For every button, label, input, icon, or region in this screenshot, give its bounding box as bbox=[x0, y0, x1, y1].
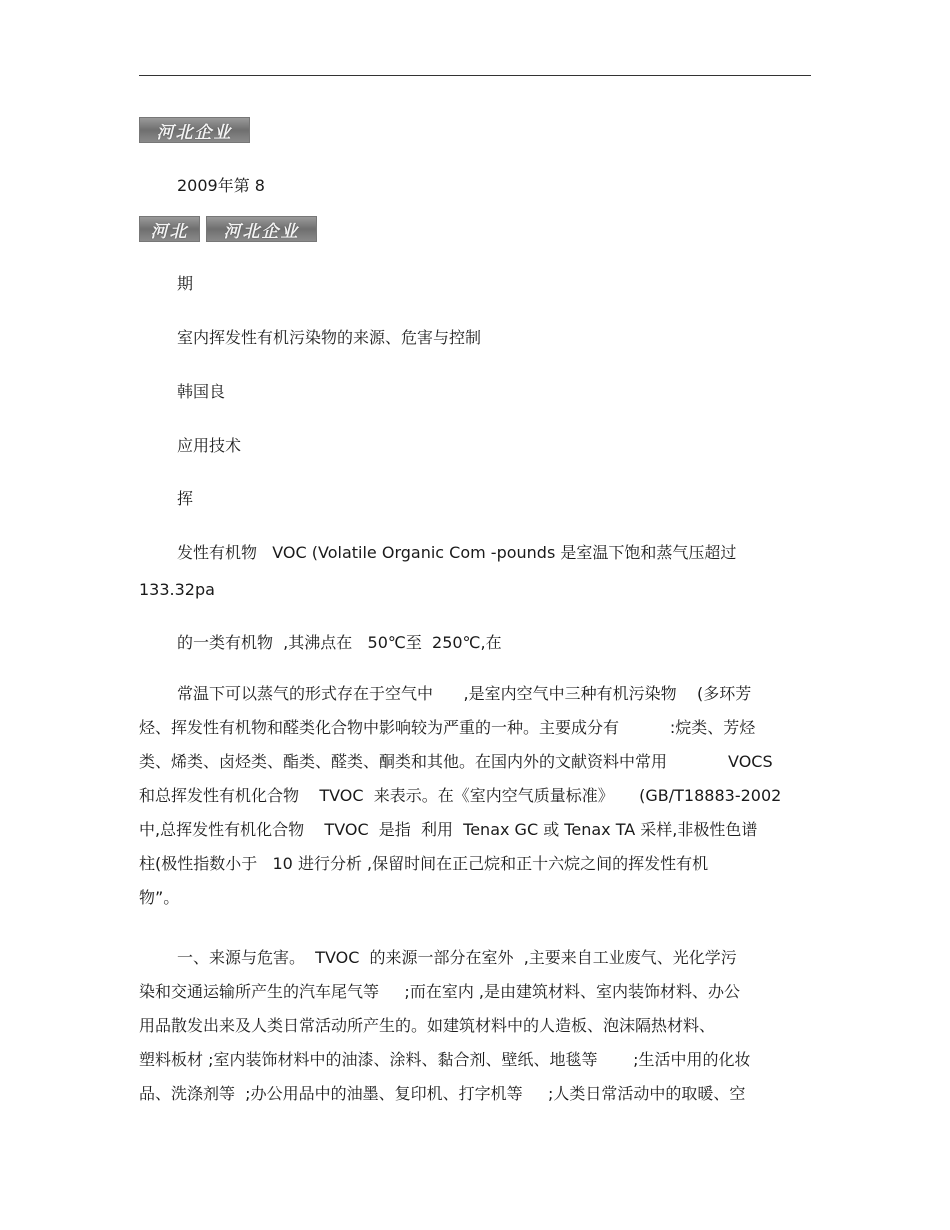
paragraph-3-line: 和总挥发性有机化合物 TVOC 来表示。在《室内空气质量标准》 (GB/T18883-2002 bbox=[139, 786, 782, 805]
drop-char: 挥 bbox=[177, 489, 194, 508]
paragraph-4-line: 品、洗涤剂等 ;办公用品中的油墨、复印机、打字机等 ;人类日常活动中的取暖、空 bbox=[139, 1084, 746, 1103]
paragraph-4-line: 用品散发出来及人类日常活动所产生的。如建筑材料中的人造板、泡沫隔热材料、 bbox=[139, 1016, 716, 1035]
article-section: 应用技术 bbox=[177, 436, 242, 455]
article-author: 韩国良 bbox=[177, 382, 226, 401]
paragraph-1-line-1: 发性有机物 VOC (Volatile Organic Com -pounds 是室温下饱和蒸气压超过 bbox=[177, 543, 737, 562]
journal-logo-small: 河北 bbox=[139, 216, 200, 242]
paragraph-3-line: 常温下可以蒸气的形式存在于空气中 ,是室内空气中三种有机污染物 (多环芳 bbox=[177, 684, 752, 703]
paragraph-4-line: 塑料板材 ;室内装饰材料中的油漆、涂料、黏合剂、壁纸、地毯等 ;生活中用的化妆 bbox=[139, 1050, 751, 1069]
journal-logo-second: 河北企业 bbox=[206, 216, 317, 242]
issue-year-line: 2009年第 8 bbox=[177, 176, 265, 195]
paragraph-3-line: 柱(极性指数小于 10 进行分析 ,保留时间在正己烷和正十六烷之间的挥发性有机 bbox=[139, 854, 709, 873]
article-title: 室内挥发性有机污染物的来源、危害与控制 bbox=[177, 328, 482, 347]
paragraph-1-line-2: 133.32pa bbox=[139, 580, 215, 599]
journal-logo: 河北企业 bbox=[139, 117, 250, 143]
paragraph-3-line: 中,总挥发性有机化合物 TVOC 是指 利用 Tenax GC 或 Tenax TA 采样,非极性色谱 bbox=[139, 820, 758, 839]
paragraph-3 bbox=[139, 677, 811, 915]
issue-suffix: 期 bbox=[177, 274, 194, 293]
paragraph-3-line: 物”。 bbox=[139, 888, 180, 907]
paragraph-4-line: 一、来源与危害。 TVOC 的来源一部分在室外 ,主要来自工业废气、光化学污 bbox=[177, 948, 737, 967]
paragraph-4-line: 染和交通运输所产生的汽车尾气等 ;而在室内 ,是由建筑材料、室内装饰材料、办公 bbox=[139, 982, 740, 1001]
paragraph-2: 的一类有机物 ,其沸点在 50℃至 250℃,在 bbox=[177, 633, 502, 652]
paragraph-3-line: 烃、挥发性有机物和醛类化合物中影响较为严重的一种。主要成分有 :烷类、芳烃 bbox=[139, 718, 756, 737]
top-rule bbox=[139, 75, 811, 76]
paragraph-4 bbox=[139, 941, 811, 1111]
paragraph-3-line: 类、烯类、卤烃类、酯类、醛类、酮类和其他。在国内外的文献资料中常用 VOCS bbox=[139, 752, 773, 771]
